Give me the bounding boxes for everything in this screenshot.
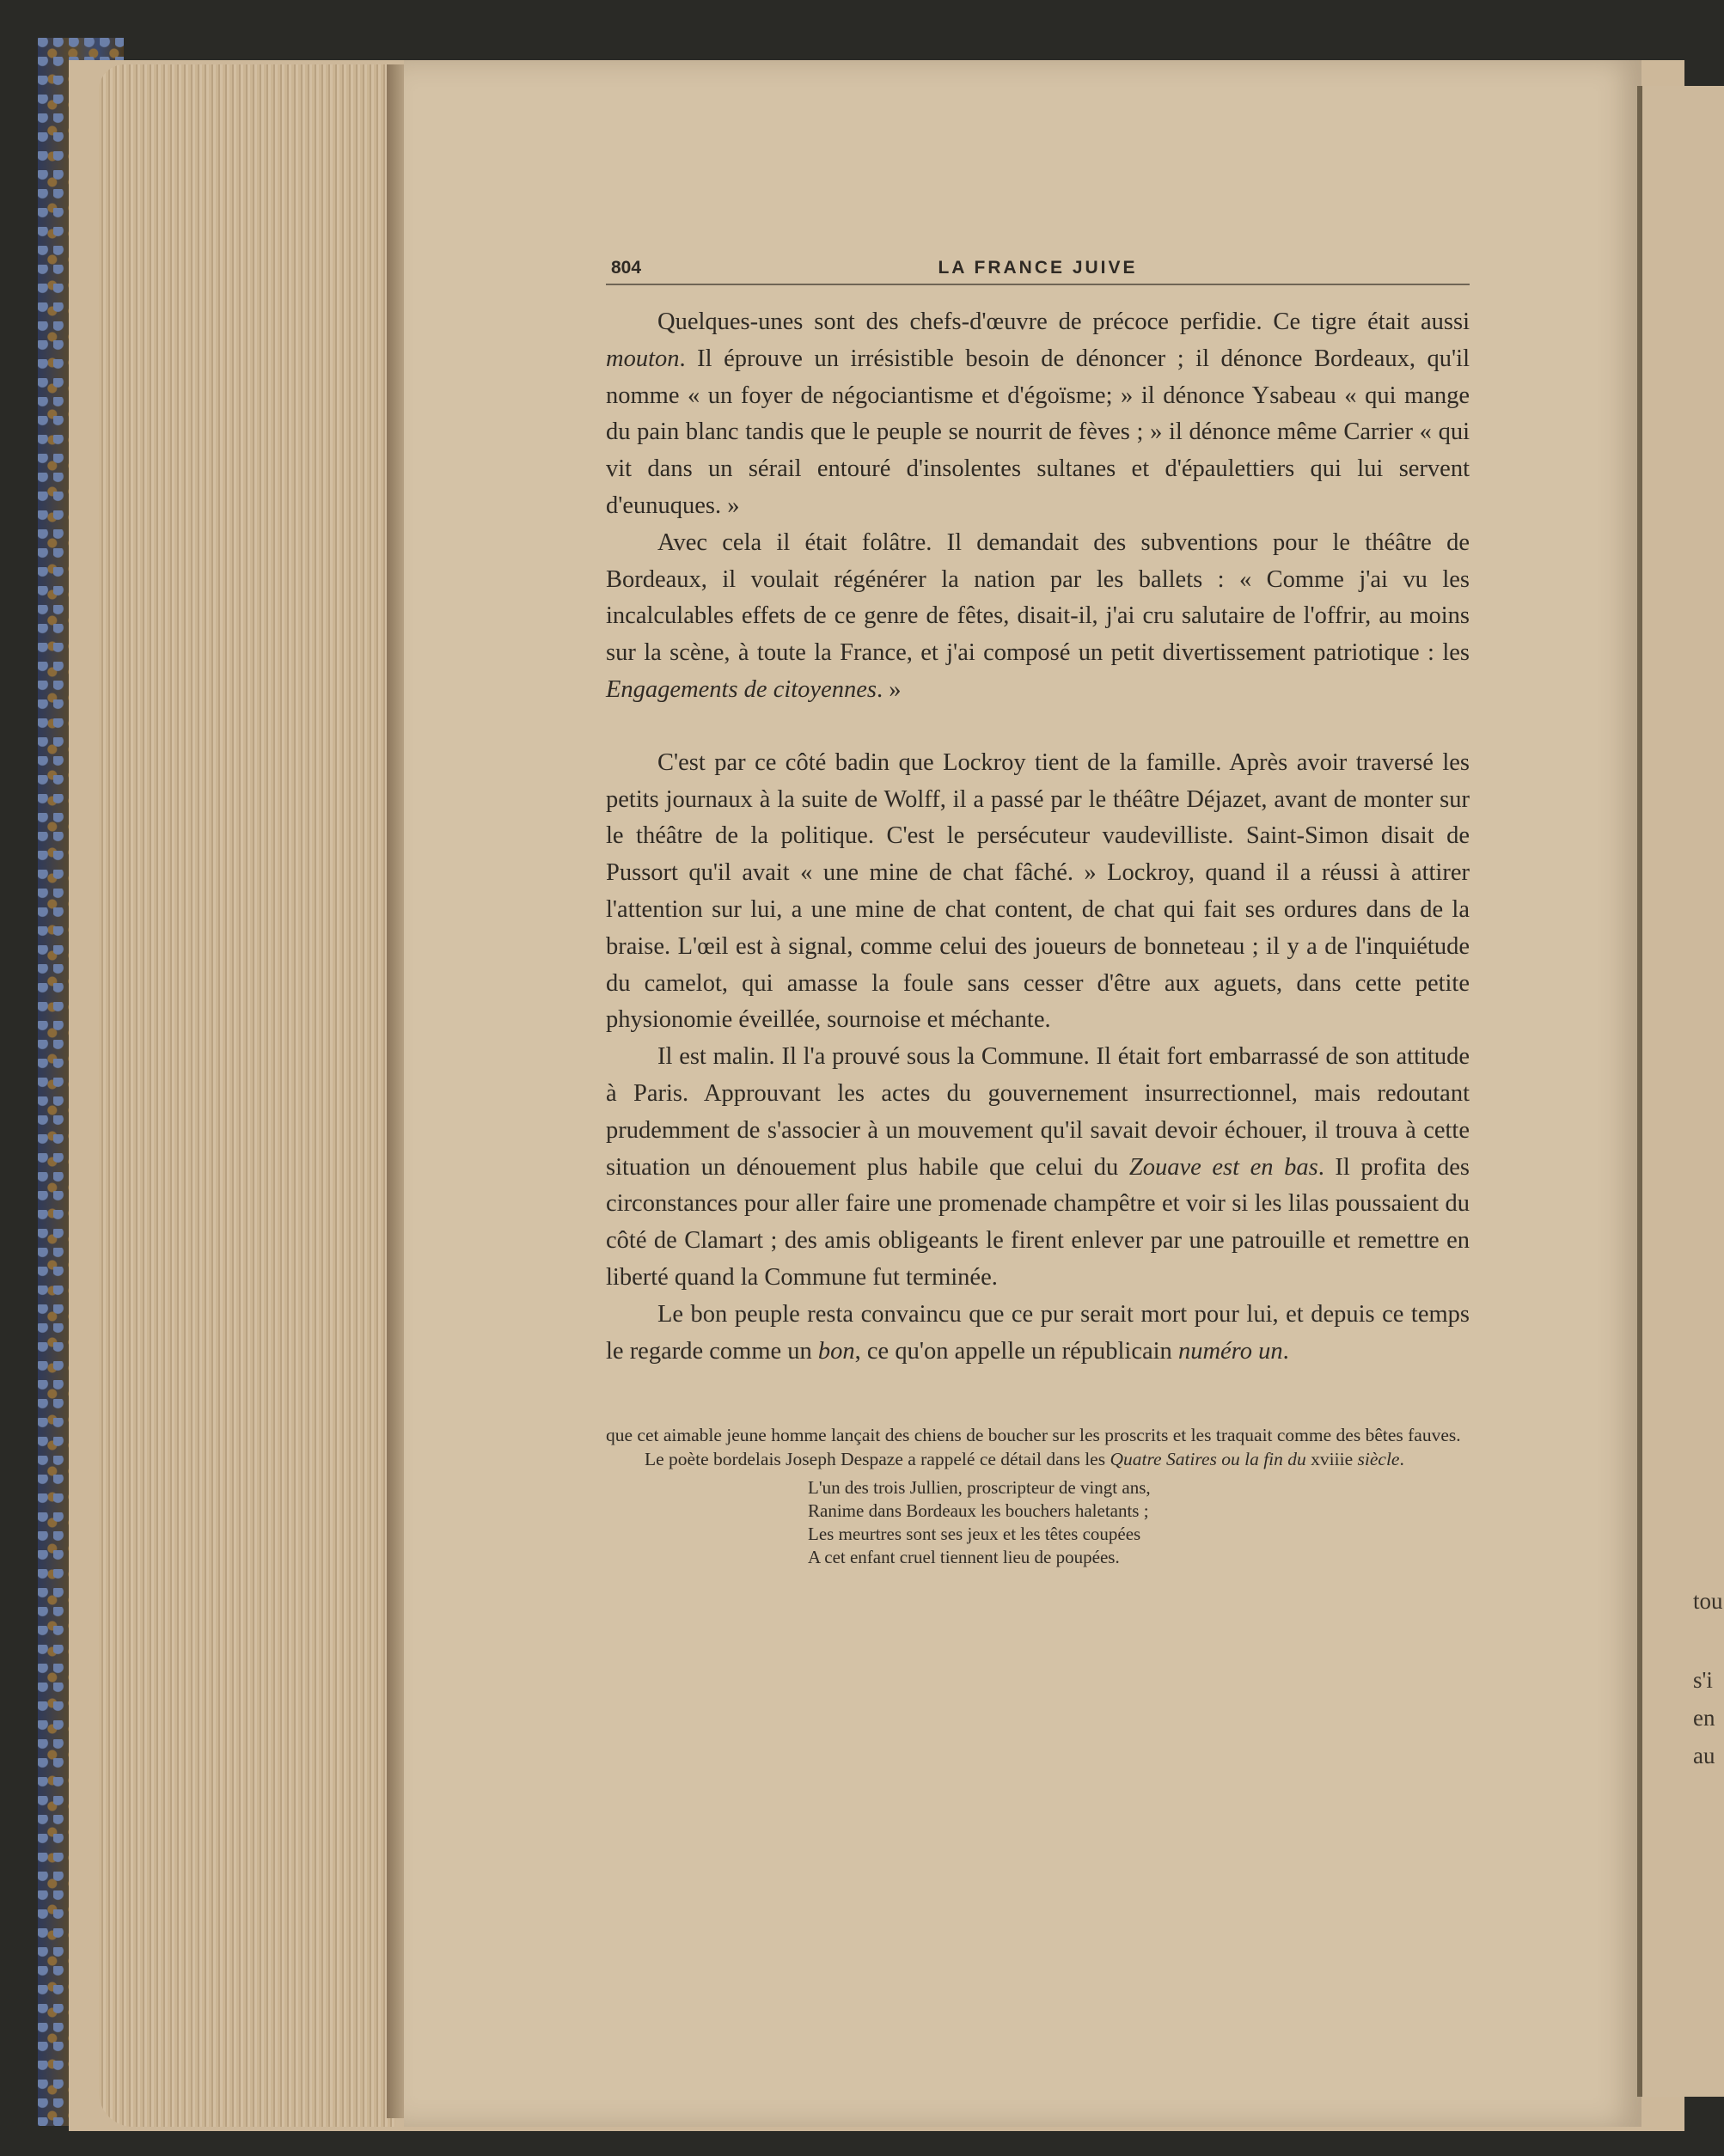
italic-span: Quatre Satires ou la fin du xyxy=(1110,1449,1306,1470)
verse-line: L'un des trois Jullien, proscripteur de vingt ans, xyxy=(808,1477,1151,1499)
italic-span: Zouave est en bas xyxy=(1128,1153,1318,1181)
footnote: que cet aimable jeune homme lançait des chiens de boucher sur les proscrits et les traquait comme des bêtes fauves. xyxy=(606,1425,1461,1446)
body-text xyxy=(606,304,1470,1370)
verse-quote xyxy=(808,1476,1470,1569)
verse-line: Ranime dans Bordeaux les bouchers haletants ; xyxy=(808,1500,1149,1522)
page-edges xyxy=(99,64,395,2127)
footnotes xyxy=(606,1423,1470,1569)
footnote: Le poète bordelais Joseph Despaze a rappelé ce détail dans les Quatre Satires ou la fin du xviiie siècle. xyxy=(645,1449,1404,1470)
verse-line: Les meurtres sont ses jeux et les têtes coupées xyxy=(808,1524,1141,1545)
italic-span: Engagements de citoyennes xyxy=(606,675,877,703)
right-page-fragment: s'i xyxy=(1693,1667,1713,1693)
italic-span: mouton xyxy=(606,345,680,372)
paragraph: Quelques-unes sont des chefs-d'œuvre de précoce perfidie. Ce tigre était aussi mouton. Il éprouve un irrésistible besoin de dénoncer ; il dénonce Bordeaux, qu'il nomme « un foyer de négociantisme et d'égoïsme; » il dénonce Ysabeau « qui mange du pain blanc tandis que le peuple se nourrit de fèves ; » il dénonce même Carrier « qui vit dans un sérail entouré d'insolentes sultanes et d'épaulettiers qui lui servent d'eunuques. » xyxy=(606,308,1470,519)
right-page xyxy=(1637,86,1724,2097)
verse-line: A cet enfant cruel tiennent lieu de poupées. xyxy=(808,1547,1120,1568)
right-page-fragment: tou xyxy=(1693,1588,1723,1614)
page-number: 804 xyxy=(611,258,642,278)
italic-span: siècle xyxy=(1357,1449,1400,1470)
paragraph: Il est malin. Il l'a prouvé sous la Commune. Il était fort embarrassé de son attitude à Paris. Approuvant les actes du gouvernement insurrectionnel, mais redoutant prudemment de s'associer à un mouvement qu'il savait devoir échouer, il trouva à cette situation un dénouement plus habile que celui du Zouave est en bas. Il profita des circonstances pour aller faire une promenade champêtre et voir si les lilas poussaient du côté de Clamart ; des amis obligeants le firent enlever par une patrouille et remettre en liberté quand la Commune fut terminée. xyxy=(606,1043,1470,1291)
paragraph: Le bon peuple resta convaincu que ce pur serait mort pour lui, et depuis ce temps le regarde comme un bon, ce qu'on appelle un républicain numéro un. xyxy=(606,1300,1470,1365)
right-page-fragment: en xyxy=(1693,1705,1715,1731)
paragraph: Avec cela il était folâtre. Il demandait des subventions pour le théâtre de Bordeaux, il voulait régénérer la nation par les ballets : « Comme j'ai vu les incalculables effets de ce genre de fêtes, disait-il, j'ai cru salutaire de l'offrir, au moins sur la scène, à toute la France, et j'ai composé un petit divertissement patriotique : les Engagements de citoyennes. » xyxy=(606,528,1470,703)
paragraph: C'est par ce côté badin que Lockroy tient de la famille. Après avoir traversé les petits journaux à la suite de Wolff, il a passé par le théâtre Déjazet, avant de monter sur le théâtre de la politique. C'est le persécuteur vaudevilliste. Saint-Simon disait de Pussort qu'il avait « une mine de chat fâché. » Lockroy, quand il a réussi à attirer l'attention sur lui, a une mine de chat content, de chat qui fait ses ordures dans de la braise. L'œil est à signal, comme celui des joueurs de bonneteau ; il y a de l'inquiétude du camelot, qui amasse la foule sans cesser d'être aux aguets, dans cette petite physionomie éveillée, sournoise et méchante. xyxy=(606,748,1470,1034)
running-head xyxy=(606,249,1470,285)
right-page-fragment: au xyxy=(1693,1743,1715,1768)
italic-span: numéro un xyxy=(1177,1337,1283,1365)
page-content xyxy=(606,249,1470,1569)
running-title: LA FRANCE JUIVE xyxy=(938,258,1138,278)
italic-span: bon xyxy=(817,1337,855,1365)
